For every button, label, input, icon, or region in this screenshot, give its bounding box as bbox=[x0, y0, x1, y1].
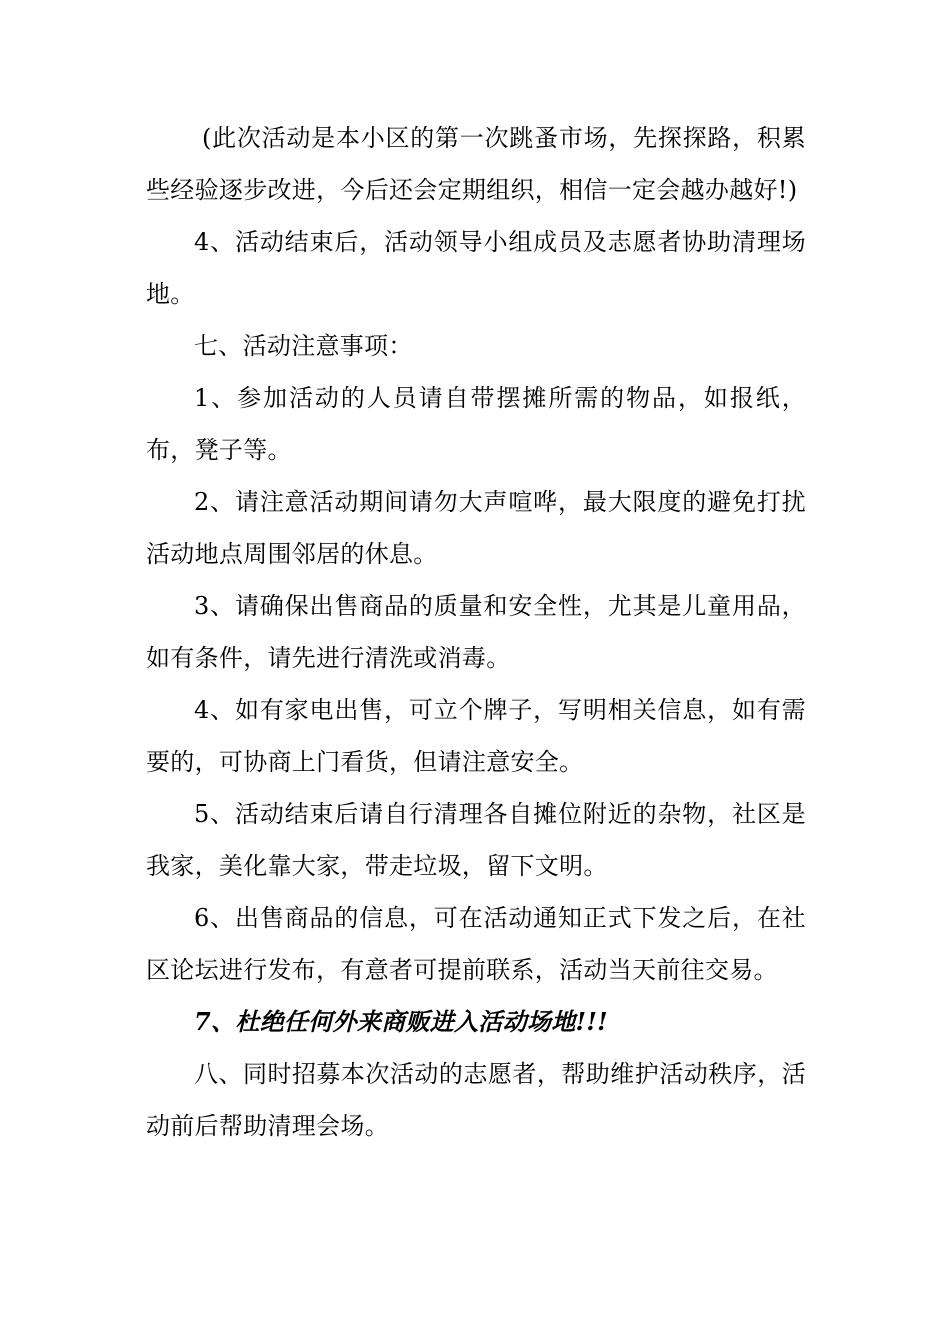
paragraph-note-7-emphasis: 7、杜绝任何外来商贩进入活动场地!!! bbox=[194, 1007, 609, 1036]
section-heading-volunteers: 八、同时招募本次活动的志愿者，帮助维护活动秩序，活动前后帮助清理会场。 bbox=[146, 1060, 806, 1140]
paragraph-note-1: 1、参加活动的人员请自带摆摊所需的物品，如报纸，布，凳子等。 bbox=[146, 384, 806, 464]
paragraph-note: (此次活动是本小区的第一次跳蚤市场，先探探路，积累些经验逐步改进，今后还会定期组织，相信一定会越办越好!) bbox=[146, 124, 806, 204]
document-body bbox=[146, 112, 806, 1152]
paragraph-note-3: 3、请确保出售商品的质量和安全性，尤其是儿童用品，如有条件，请先进行清洗或消毒。 bbox=[146, 592, 806, 672]
section-heading-notes: 七、活动注意事项： bbox=[194, 332, 413, 360]
paragraph-note-5: 5、活动结束后请自行清理各自摊位附近的杂物，社区是我家，美化靠大家，带走垃圾，留下文明。 bbox=[146, 800, 806, 880]
paragraph-note-4: 4、如有家电出售，可立个牌子，写明相关信息，如有需要的，可协商上门看货，但请注意安全。 bbox=[146, 696, 806, 776]
paragraph-note-2: 2、请注意活动期间请勿大声喧哗，最大限度的避免打扰活动地点周围邻居的休息。 bbox=[146, 488, 806, 568]
paragraph-note-6: 6、出售商品的信息，可在活动通知正式下发之后，在社区论坛进行发布，有意者可提前联系，活动当天前往交易。 bbox=[146, 904, 806, 984]
paragraph-item-4-cleanup: 4、活动结束后，活动领导小组成员及志愿者协助清理场地。 bbox=[146, 228, 806, 308]
